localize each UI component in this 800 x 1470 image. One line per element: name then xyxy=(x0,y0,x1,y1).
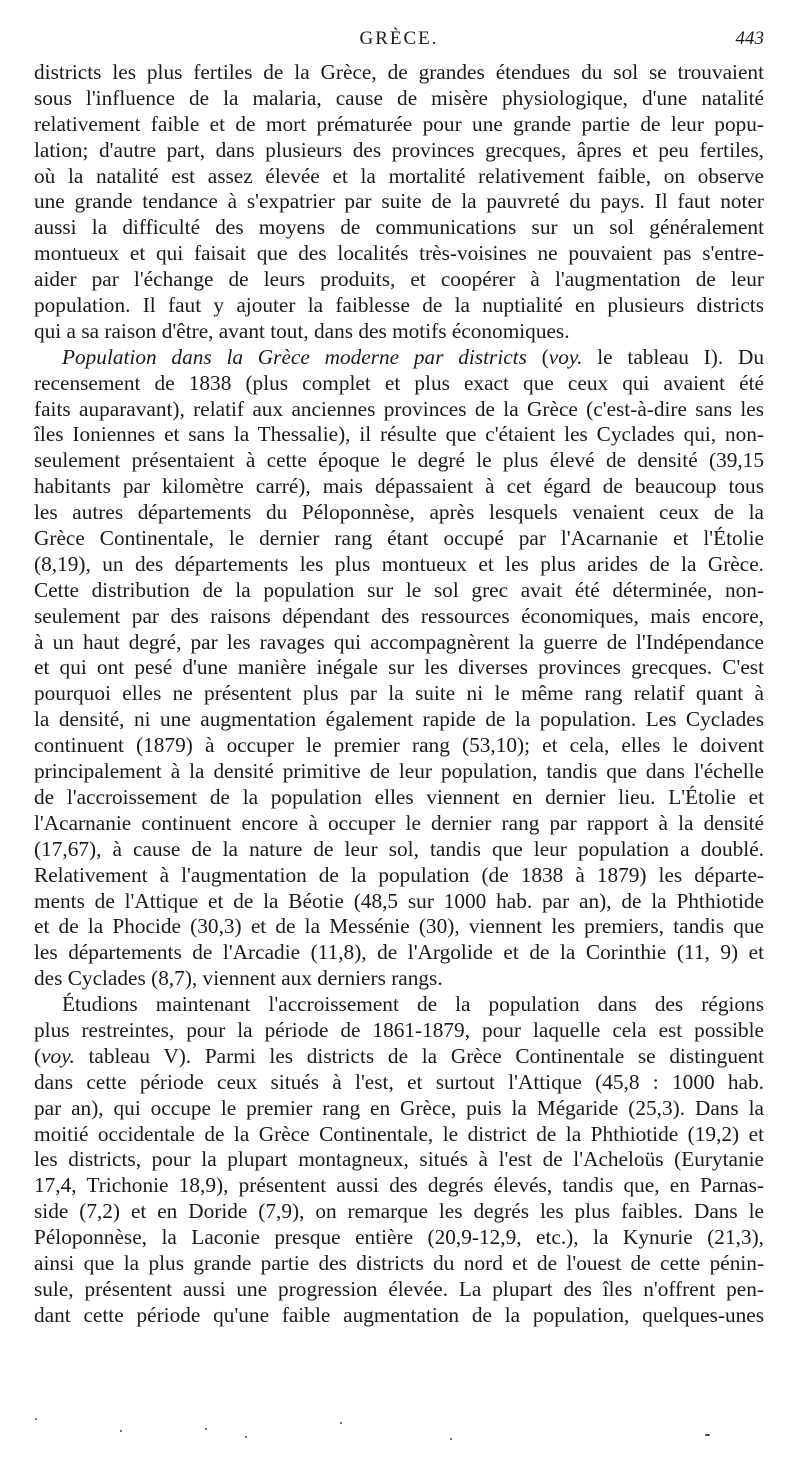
text-line: l'Acarnanie continuent encore à occuper le dernier rang par rapport à la densité xyxy=(34,810,764,835)
text-line: (17,67), à cause de la nature de leur sol, tandis que leur population a doublé. xyxy=(34,836,764,861)
text-line: faits auparavant), relatif aux anciennes provinces de la Grèce (c'est-à-dire sans les xyxy=(34,396,764,421)
scan-speck xyxy=(340,1422,342,1424)
text-line: recensement de 1838 (plus complet et plus exact que ceux qui avaient été xyxy=(34,370,764,395)
text-line: population. Il faut y ajouter la faiblesse de la nuptialité en plusieurs districts xyxy=(34,293,764,318)
text-line: Cette distribution de la population sur le sol grec avait été déterminée, non- xyxy=(34,577,764,602)
text-line: ainsi que la plus grande partie des districts du nord et de l'ouest de cette pénin- xyxy=(34,1250,764,1275)
text-line: qui a sa raison d'être, avant tout, dans des motifs économiques. xyxy=(34,318,570,343)
text-line: la densité, ni une augmentation également rapide de la population. Les Cyclades xyxy=(34,707,764,732)
text-line: moitié occidentale de la Grèce Continentale, le district de la Phthiotide (19,2) et xyxy=(34,1121,764,1146)
text-line: districts les plus fertiles de la Grèce, de grandes étendues du sol se trouvaient xyxy=(34,60,764,84)
text-line: relativement faible et de mort prématurée pour une grande partie de leur popu- xyxy=(34,111,764,136)
text-line: îles Ioniennes et sans la Thessalie), il résulte que c'étaient les Cyclades qui, non- xyxy=(34,422,764,447)
text-line: Péloponnèse, la Laconie presque entière (20,9-12,9, etc.), la Kynurie (21,3), xyxy=(34,1225,764,1250)
voy-reference: voy. xyxy=(41,1043,75,1068)
text-line: les départements de l'Arcadie (11,8), de l'Argolide et de la Corinthie (11, 9) et xyxy=(34,940,764,965)
text-line: habitants par kilomètre carré), mais dépassaient à cet égard de beaucoup tous xyxy=(34,474,764,499)
voy-reference: voy. xyxy=(548,344,583,369)
text-line: sule, présentent aussi une progression élevée. La plupart des îles n'offrent pen- xyxy=(34,1276,764,1301)
text-line: dant cette période qu'une faible augmentation de la population, quelques-unes xyxy=(34,1302,764,1327)
body-text xyxy=(34,60,764,1329)
text-line: Relativement à l'augmentation de la population (de 1838 à 1879) les départe- xyxy=(34,862,764,887)
page-number: 443 xyxy=(735,28,764,49)
text-line: et de la Phocide (30,3) et de la Messénie (30), viennent les premiers, tandis que xyxy=(34,914,764,939)
text-line: dans cette période ceux situés à l'est, et surtout l'Attique (45,8 : 1000 hab. xyxy=(34,1069,764,1094)
scan-speck xyxy=(205,1428,207,1430)
text-line: side (7,2) et en Doride (7,9), on remarque les degrés les plus faibles. Dans le xyxy=(34,1199,764,1224)
text-line: lation; d'autre part, dans plusieurs des provinces grecques, âpres et peu fertiles, xyxy=(34,137,764,162)
text-line: Grèce Continentale, le dernier rang étant occupé par l'Acarnanie et l'Étolie xyxy=(34,526,764,551)
text-line: continuent (1879) à occuper le premier rang (53,10); et cela, elles le doivent xyxy=(34,733,764,758)
text-line: et qui ont pesé d'une manière inégale sur les diverses provinces grecques. C'est xyxy=(34,655,764,680)
text-line: une grande tendance à s'expatrier par suite de la pauvreté du pays. Il faut noter xyxy=(34,189,764,214)
page-header xyxy=(34,28,764,54)
text-line: aider par l'échange de leurs produits, et coopérer à l'augmentation de leur xyxy=(34,267,764,292)
text-line: seulement présentaient à cette époque le degré le plus élevé de densité (39,15 xyxy=(34,448,764,473)
scan-speck xyxy=(120,1430,122,1432)
text-line: aussi la difficulté des moyens de communications sur un sol généralement xyxy=(34,215,764,240)
text-line: par an), qui occupe le premier rang en Grèce, puis la Mégaride (25,3). Dans la xyxy=(34,1095,764,1120)
text-line: principalement à la densité primitive de leur population, tandis que dans l'échelle xyxy=(34,759,764,784)
text-line: plus restreintes, pour la période de 1861-1879, pour laquelle cela est possible xyxy=(34,1017,764,1042)
scan-speck xyxy=(35,1418,37,1420)
scan-speck xyxy=(450,1438,452,1440)
section-heading-line: Population dans la Grèce moderne par districts (voy. le tableau I). Du xyxy=(62,344,764,369)
text-line: seulement par des raisons dépendant des ressources économiques, mais encore, xyxy=(34,603,764,628)
text-line: (8,19), un des départements les plus montueux et les plus arides de la Grèce. xyxy=(34,551,764,576)
scan-speck xyxy=(705,1434,710,1436)
text-line: des Cyclades (8,7), viennent aux derniers rangs. xyxy=(34,966,443,991)
text-line: les districts, pour la plupart montagneux, situés à l'est de l'Acheloüs (Eurytanie xyxy=(34,1147,764,1172)
text-line: Étudions maintenant l'accroissement de la population dans des régions xyxy=(62,992,764,1017)
section-heading: Population dans la Grèce moderne par districts xyxy=(62,344,527,369)
text-line: sous l'influence de la malaria, cause de misère physiologique, d'une natalité xyxy=(34,85,764,110)
text-line: de l'accroissement de la population elles viennent en dernier lieu. L'Étolie et xyxy=(34,784,764,809)
text-line: pourquoi elles ne présentent plus par la suite ni le même rang relatif quant à xyxy=(34,681,764,706)
text-line: 17,4, Trichonie 18,9), présentent aussi des degrés élevés, tandis que, en Parnas- xyxy=(34,1173,764,1198)
text-line: à un haut degré, par les ravages qui accompagnèrent la guerre de l'Indépendance xyxy=(34,629,764,654)
text-line: les autres départements du Péloponnèse, après lesquels venaient ceux de la xyxy=(34,500,764,525)
text-line: ments de l'Attique et de la Béotie (48,5 sur 1000 hab. par an), de la Phthiotide xyxy=(34,888,764,913)
running-title: GRÈCE. xyxy=(359,28,439,49)
text-line-with-reference: (voy. tableau V). Parmi les districts de la Grèce Continentale se distinguent xyxy=(34,1043,764,1068)
text-line: montueux et qui faisait que des localités très-voisines ne pouvaient pas s'entre- xyxy=(34,241,764,266)
scan-specks xyxy=(30,1410,730,1450)
text-line: où la natalité est assez élevée et la mortalité relativement faible, on observe xyxy=(34,163,764,188)
scan-speck xyxy=(245,1436,247,1438)
